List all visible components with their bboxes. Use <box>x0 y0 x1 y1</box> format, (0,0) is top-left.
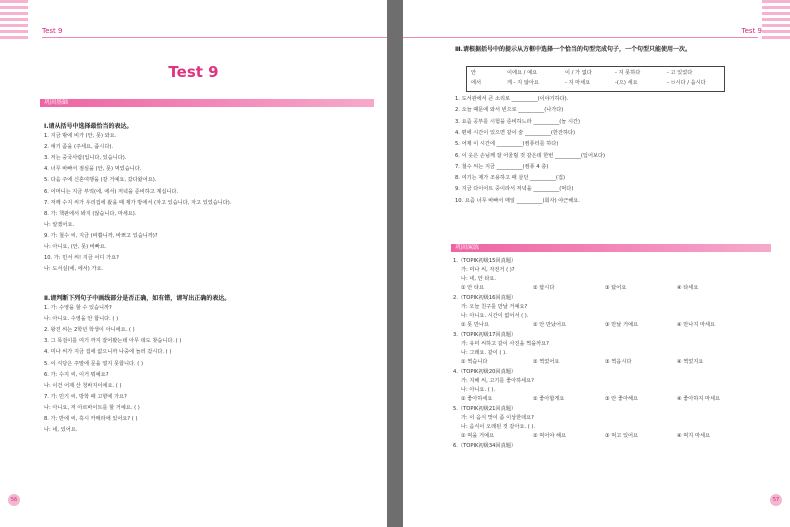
answer-option: ② 안 만났어요 <box>533 322 567 328</box>
box-cell: 안 <box>471 70 477 76</box>
part3-line: 8. 여기는 제가 조용하고 때 살던 __________(집) <box>455 175 565 182</box>
part1-line: 나: 알겠어요. <box>44 221 75 228</box>
stripe-decoration <box>762 0 790 40</box>
book-spine <box>387 0 403 527</box>
answer-option: ① 좋아하세요 <box>461 396 493 402</box>
part1-line: 1. 지금 밖에 비가 (안, 못) 와요. <box>44 133 117 139</box>
answer-option: ① 못 만나요 <box>461 322 489 328</box>
box-cell: - 지 못하다 <box>615 70 641 76</box>
answer-option: ② 찍었어요 <box>533 359 560 365</box>
part2-line: 6. 가: 수지 씨, 이거 뭐예요? <box>44 371 109 378</box>
answer-option: ② 먹어야 해요 <box>533 433 567 439</box>
question-line: 가: 유미 씨하고 같이 사진을 찍을까요? <box>461 341 549 347</box>
page-header: Test 9 <box>741 27 762 35</box>
part3-line: 9. 지금 다이어트 중이라서 저녁을 __________(먹다) <box>455 186 574 193</box>
question-title: 4.（TOPIK初级20回真题） <box>453 369 517 375</box>
question-line: 가: 오늘 친구를 만날 거예요? <box>461 304 528 310</box>
answer-option: ② 탑시다 <box>533 285 555 291</box>
page-number: 56 <box>8 494 20 506</box>
answer-option: ④ 타세요 <box>677 285 699 291</box>
left-page <box>0 0 387 527</box>
part1-line: 6. 어머니는 지금 부엌(에, 에서) 저녁을 준비하고 계십니다. <box>44 188 179 195</box>
part2-line: 3. 그 목걸이를 여기 까지 잘어봤는데 아무 데도 찾습니다. ( ) <box>44 338 182 345</box>
part2-line: 2. 왕진 씨는 2학년 학생이 아니에요. ( ) <box>44 327 135 334</box>
question-title: 3.（TOPIK初级17回真题） <box>453 332 517 338</box>
answer-option: ② 좋아합게요 <box>533 396 565 402</box>
box-cell: - 고 있었다 <box>667 70 693 76</box>
answer-option: ③ 만날 거예요 <box>605 322 639 328</box>
question-title: 5.（TOPIK初级21回真题） <box>453 406 517 412</box>
question-line: 나: 음식이 오래된 것 같아요. ( ). <box>461 424 536 430</box>
question-title: 1.（TOPIK初级15回真题） <box>453 258 517 264</box>
part3-title: Ⅲ.请根据括号中的提示从方框中选择一个恰当的句型完成句子，一个句型只能使用一次。 <box>455 46 691 53</box>
box-cell: - 지 마세요 <box>565 80 591 86</box>
answer-option: ④ 만나지 마세요 <box>677 322 716 328</box>
part3-line: 3. 요즘 공부를 시험을 준비하느라 __________(놀 시간) <box>455 118 581 125</box>
part3-line: 4. 편에 시간이 있으면 같이 술 __________(한잔하다) <box>455 129 575 136</box>
part1-line: 7. 저께 수지 씨가 우리집에 왔을 때 제가 방에서 (자고 있습니다, 자고 있었습니다). <box>44 199 232 206</box>
question-line: 나: 아니요. ( ). <box>461 387 496 393</box>
answer-option: ④ 먹지 마세요 <box>677 433 711 439</box>
header-line <box>42 37 387 38</box>
part2-line: 5. 이 식당은 주말에 문을 열지 못합니다. ( ) <box>44 360 144 367</box>
answer-option: ④ 찍었지요 <box>677 359 704 365</box>
part1-line: 5. 다음 주에 신혼여행을 (갈 거예요, 갔다왔어요). <box>44 177 157 184</box>
sentence-pattern-box <box>466 66 725 92</box>
part1-line: 나: 아니요, (안, 못) 바빠요. <box>44 244 107 250</box>
question-line: 나: 네, 안 타요. <box>461 276 497 282</box>
box-cell: -(으) 세요 <box>615 80 638 86</box>
part1-line: 나: 도서실(에, 에서) 가요. <box>44 266 104 273</box>
page-title: Test 9 <box>168 63 219 81</box>
part2-line: 나: 이건 어제 산 청바지이에요. ( ) <box>44 382 122 389</box>
part3-line: 10. 요즘 너무 바빠서 매일 __________(회사) 야근해요. <box>455 197 580 204</box>
answer-option: ③ 먹고 있어요 <box>605 433 639 439</box>
box-cell: 이 / 가 없다 <box>565 70 592 76</box>
part3-line: 7. 철수 씨는 지금 __________(컴퓨 4 층) <box>455 163 549 170</box>
answer-option: ③ 안 좋아해요 <box>605 396 639 402</box>
header-line <box>403 37 758 38</box>
answer-option: ③ 탔어요 <box>605 285 627 291</box>
section-bar: 巩固演练 <box>451 244 771 252</box>
answer-option: ③ 찍읍시다 <box>605 359 632 365</box>
question-line: 가: 지해 씨, 고기를 좋아하세요? <box>461 378 534 384</box>
box-cell: 에서 <box>471 80 482 86</box>
part3-line: 6. 이 옷은 손님께 잘 어울릴 것 같은데 한번 __________(입어보다) <box>455 152 605 159</box>
part2-line: 나: 네, 있어요. <box>44 427 78 434</box>
box-cell: 이에요 / 예요 <box>507 70 538 76</box>
answer-option: ① 먹을 거예요 <box>461 433 495 439</box>
part3-line: 5. 어제 이 시간에 __________(컴퓨터를 하다) <box>455 141 559 148</box>
part2-line: 4. 미나 씨가 지금 집에 없으니까 나중에 놀러 갔시다. ( ) <box>44 349 172 356</box>
page-number: 57 <box>770 494 782 506</box>
answer-option: ④ 좋아하지 마세요 <box>677 396 721 402</box>
part1-line: 2. 얘기 좀을 (주세요, 줍시다). <box>44 144 114 151</box>
part2-line: 1. 가: 수영을 할 수 있습니까? <box>44 305 112 311</box>
part1-line: 4. 너무 바빠서 점심을 (안, 못) 먹었습니다. <box>44 166 142 173</box>
question-title: 6.（TOPIK初级34回真题） <box>453 443 517 449</box>
part1-title: Ⅰ.请从括号中选择最恰当的表达。 <box>44 123 133 130</box>
part1-line: 9. 가: 철수 씨, 지금 (바쁩니까, 바쁘고 있습니까)? <box>44 232 158 239</box>
part2-line: 나: 아니요, 저 아르바이트를 할 거예요. ( ) <box>44 404 140 411</box>
box-cell: 게 - 지 않아요 <box>507 80 539 86</box>
answer-option: ① 안 타요 <box>461 285 484 291</box>
part2-line: 8. 가: 반에 씨, 혹시 카메라에 있어요? ( ) <box>44 416 138 422</box>
box-cell: - ㅂ시다 / 읍시다 <box>667 80 706 86</box>
question-line: 가: 미나 씨, 자전거 ( )? <box>461 267 515 273</box>
answer-option: ① 찍습니다 <box>461 359 488 365</box>
part1-line: 10. 가: 민서 씨! 지금 어디 가요? <box>44 255 119 262</box>
section-bar: 巩固基础 <box>40 99 374 107</box>
part2-line: 나: 아니요. 수영을 안 합니다. ( ) <box>44 316 119 323</box>
part3-line: 2. 오늘 때문에 와서 빈으로 __________(나가다) <box>455 107 564 114</box>
question-title: 2.（TOPIK初级16回真题） <box>453 295 517 301</box>
question-line: 가: 이 음식 맛이 좀 이상한데요? <box>461 415 534 421</box>
part2-title: Ⅱ.请判断下列句子中画线部分是否正确，如有错，请写出正确的表达。 <box>44 295 231 302</box>
question-line: 나: 그래요. 같이 ( ). <box>461 350 507 356</box>
part3-line: 1. 도서관에서 큰 소리로 __________(이야기하다). <box>455 96 569 102</box>
part1-line: 3. 저는 중국사람(입니다, 있습니다). <box>44 155 127 162</box>
stripe-decoration <box>0 0 28 40</box>
part2-line: 7. 가: 민기 씨, 방학 때 고향에 가요? <box>44 393 127 400</box>
question-line: 나: 아니요. 시간이 없어서 ( ). <box>461 313 529 319</box>
part1-line: 8. 가: 책판에서 봐지 (않습니다, 마세요). <box>44 210 137 217</box>
page-header: Test 9 <box>42 27 63 35</box>
